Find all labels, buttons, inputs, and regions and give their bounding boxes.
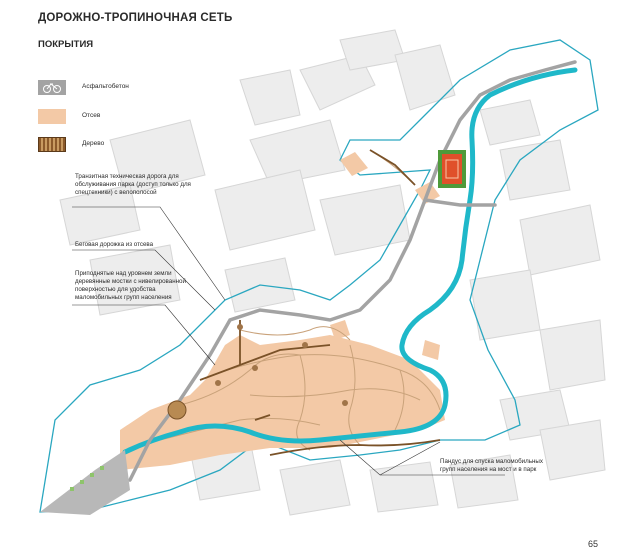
page-title: ДОРОЖНО-ТРОПИНОЧНАЯ СЕТЬ (38, 12, 233, 24)
bicycle-icon (38, 80, 66, 95)
asphalt-swatch (38, 80, 66, 95)
callout-ramps: Пандус для спуска маломобильных групп населения на мост и в парк (440, 458, 543, 473)
callout-transit-road: Транзитная техническая дорога для обслуживания парка (доступ только для спецтехники) с велополосой (75, 173, 191, 196)
page-subtitle: ПОКРЫТИЯ (38, 39, 94, 50)
legend-label-gravel: Отсев (82, 112, 101, 119)
round-playground (168, 401, 186, 419)
wood-swatch (38, 137, 66, 152)
page-number: 65 (587, 539, 598, 549)
sports-court (438, 150, 466, 188)
callout-running-track: Беговая дорожка из отсева (75, 241, 154, 248)
callout-boardwalks: Приподнятые над уровнем земли деревянные мостки с нивелированной поверхностью для удобства маломобильных групп населения (75, 270, 186, 301)
gravel-swatch (38, 109, 66, 124)
legend-label-wood: Дерево (82, 140, 105, 147)
parking-area (40, 450, 130, 515)
legend-label-asphalt: Асфальтобетон (82, 83, 129, 90)
